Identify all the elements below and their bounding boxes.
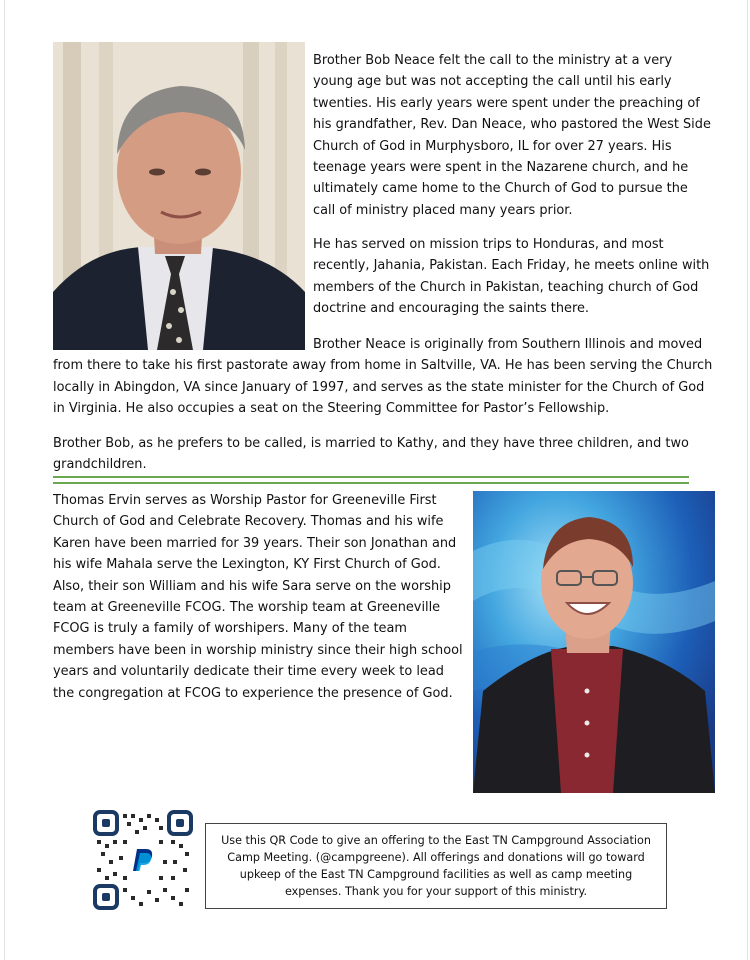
section-divider-bottom	[53, 482, 689, 484]
paypal-qr-code[interactable]	[93, 810, 193, 910]
bob-neace-photo	[53, 42, 305, 350]
bob-paragraph-3: Brother Neace is originally from Southern Illinois and moved from there to take his first pastorate away from home in Saltville, VA. He has been serving the Church locally in Abingdon, VA since January of 1997, and serves as the state minister for the Church of God in Virginia. He also occupies a seat on the Steering Committee for Pastor’s Fellowship.	[53, 337, 713, 417]
offering-note-text: Use this QR Code to give an offering to the East TN Campground Association Camp Meeting. (@campgreene). All offerings and donations will go toward upkeep of the East TN Campground facilities as well as camp meeting expenses. Thank you for your support of this ministry.	[221, 834, 651, 898]
thomas-paragraph: Thomas Ervin serves as Worship Pastor for Greeneville First Church of God and Celebrate Recovery. Thomas and his wife Karen have been married for 39 years. Their son Jonathan and his wife Mahala serve the Lexington, KY First Church of God. Also, their son William and his wife Sara serve on the worship team at Greeneville FCOG. The worship team at Greeneville FCOG is truly a family of worshipers. Many of the team members have been in worship ministry since their high school years and voluntarily dedicate their time every week to lead the congregation at FCOG to experience the presence of God.	[53, 493, 463, 701]
section-divider-top	[53, 476, 689, 478]
bob-paragraph-4: Brother Bob, as he prefers to be called, is married to Kathy, and they have three children, and two grandchildren.	[53, 436, 689, 473]
offering-note-box	[205, 823, 667, 909]
bob-portrait-illustration	[53, 42, 305, 350]
document-page	[4, 0, 748, 960]
thomas-portrait-illustration	[473, 491, 715, 793]
bob-paragraph-1: Brother Bob Neace felt the call to the ministry at a very young age but was not accepting the call until his early twenties. His early years were spent under the preaching of his grandfather, Rev. Dan Neace, who pastored the West Side Church of God in Murphysboro, IL for over 27 years. His teenage years were spent in the Nazarene church, and he ultimately came home to the Church of God to pursue the call of ministry placed many years prior.	[313, 53, 711, 218]
bob-paragraph-2: He has served on mission trips to Honduras, and most recently, Jahania, Pakistan. Each Friday, he meets online with members of the Church in Pakistan, teaching church of God doctrine and encouraging the saints there.	[313, 237, 710, 317]
thomas-ervin-photo	[473, 491, 715, 793]
paypal-icon	[131, 847, 155, 873]
